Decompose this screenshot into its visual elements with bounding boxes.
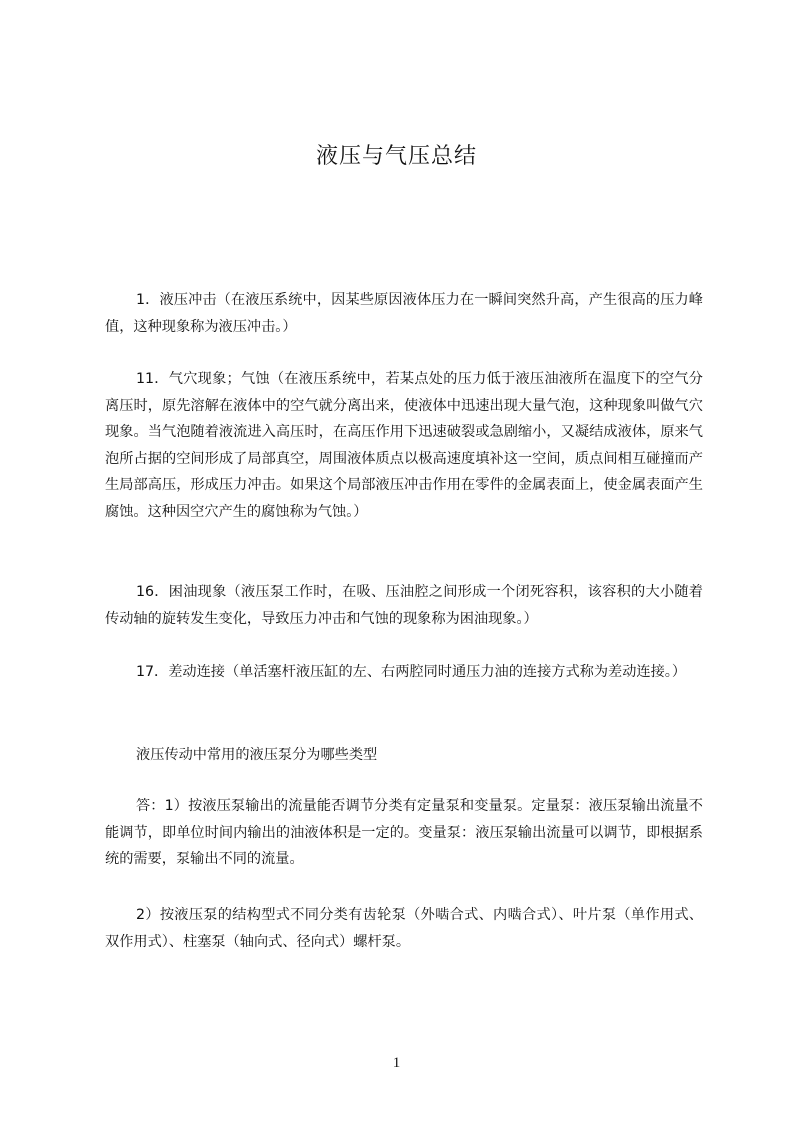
paragraph-answer-part-1: 答：1）按液压泵输出的流量能否调节分类有定量泵和变量泵。定量泵：液压泵输出流量不能调节，即单位时间内输出的油液体积是一定的。变量泵：液压泵输出流量可以调节，即根据系统的需要，泵输出不同的流量。	[105, 798, 703, 867]
page-number: 1	[392, 1055, 401, 1071]
paragraph-trapped-oil: 16．困油现象（液压泵工作时，在吸、压油腔之间形成一个闭死容积，该容积的大小随着传动轴的旋转发生变化，导致压力冲击和气蚀的现象称为困油现象。）	[105, 584, 703, 627]
paragraph-question-pump-types: 液压传动中常用的液压泵分为哪些类型	[136, 747, 378, 763]
paragraph-hydraulic-shock: 1．液压冲击（在液压系统中，因某些原因液体压力在一瞬间突然升高，产生很高的压力峰值，这种现象称为液压冲击。）	[105, 292, 703, 335]
paragraph-answer-part-2: 2）按液压泵的结构型式不同分类有齿轮泵（外啮合式、内啮合式）、叶片泵（单作用式、双作用式）、柱塞泵（轴向式、径向式）螺杆泵。	[105, 907, 703, 950]
document-title: 液压与气压总结	[315, 144, 477, 169]
paragraph-cavitation: 11．气穴现象；气蚀（在液压系统中，若某点处的压力低于液压油液所在温度下的空气分离压时，原先溶解在液体中的空气就分离出来，使液体中迅速出现大量气泡，这种现象叫做气穴现象。当气泡随着液流进入高压时，在高压作用下迅速破裂或急剧缩小，又凝结成液体，原来气泡所占据的空间形成了局部真空，周围液体质点以极高速度填补这一空间，质点间相互碰撞而产生局部高压，形成压力冲击。如果这个局部液压冲击作用在零件的金属表面上，使金属表面产生腐蚀。这种因空穴产生的腐蚀称为气蚀。）	[105, 371, 703, 520]
paragraph-differential-connection: 17．差动连接（单活塞杆液压缸的左、右两腔同时通压力油的连接方式称为差动连接。）	[136, 664, 687, 680]
